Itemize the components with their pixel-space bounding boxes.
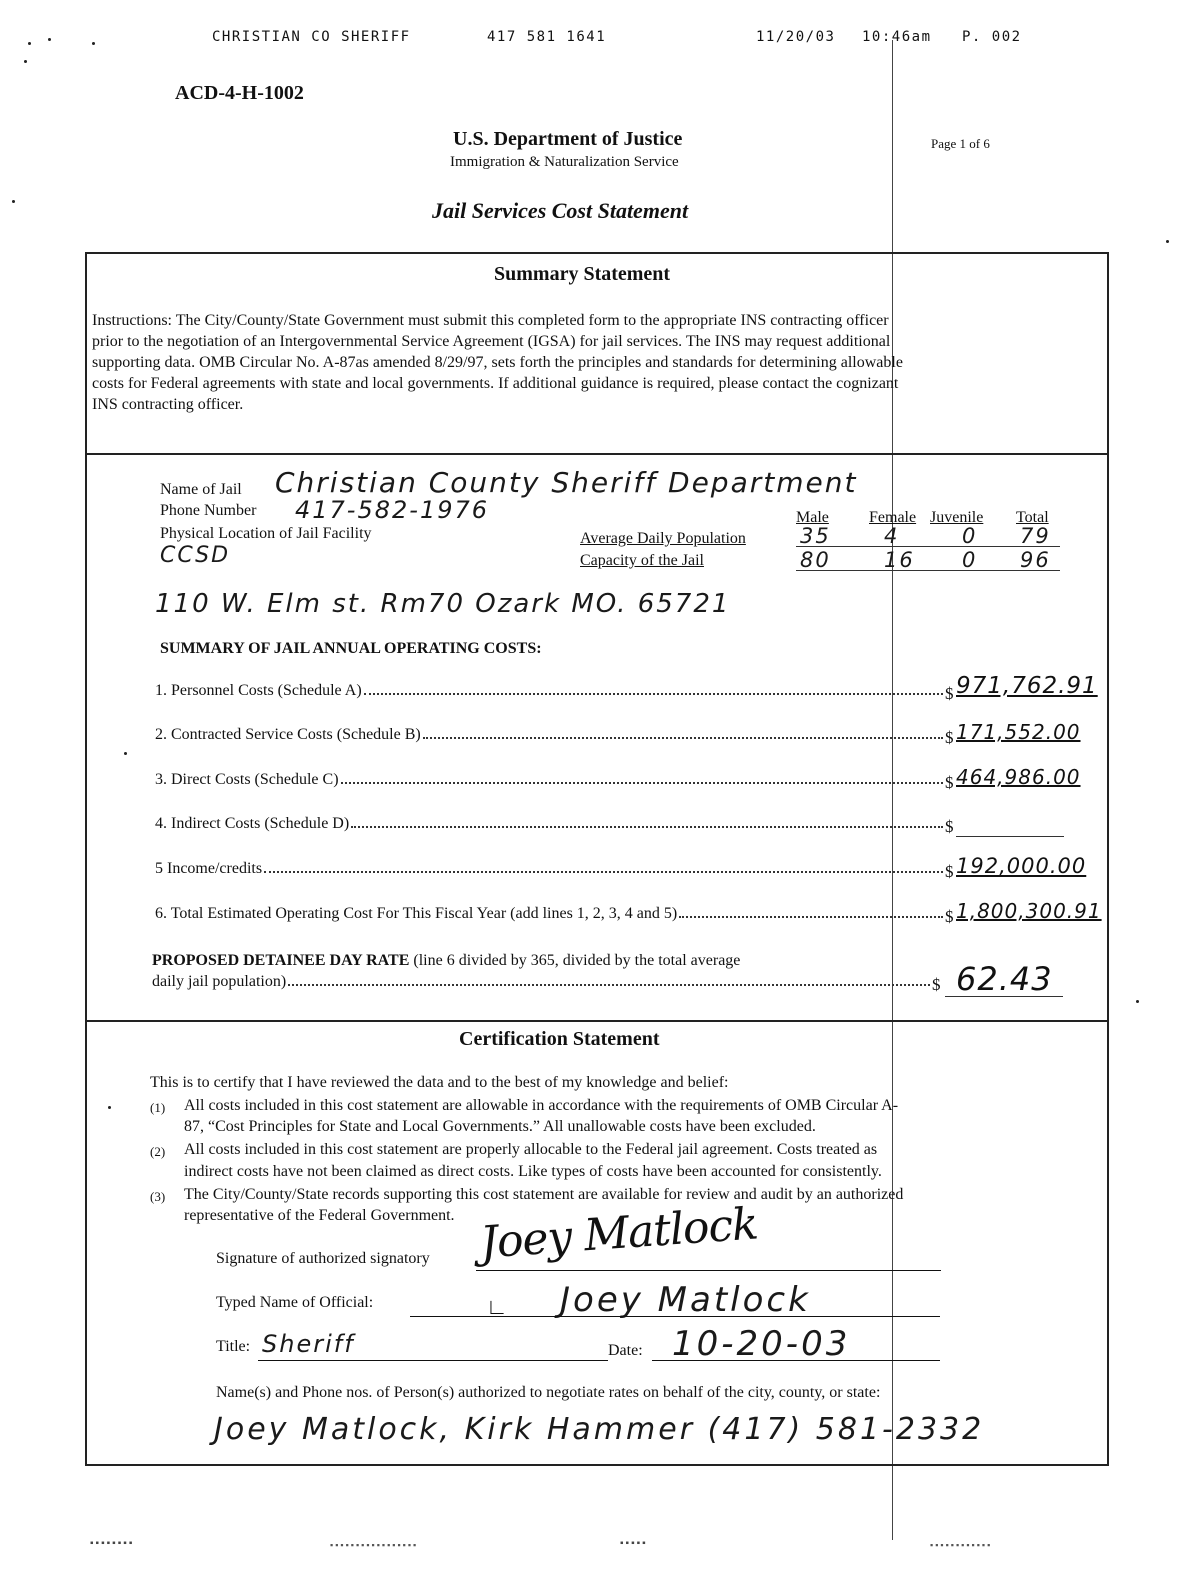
signature-line (476, 1270, 941, 1271)
scan-noise: ▪▪▪▪▪▪▪▪▪▪▪▪▪▪▪▪▪ (330, 1540, 419, 1550)
cost-line-indirect (155, 815, 945, 833)
instructions-line: supporting data. OMB Circular No. A-87as amended 8/29/97, sets forth the principles and standards for determining allowable (92, 354, 903, 371)
cost-line-income (155, 860, 945, 878)
jail-name-value: Christian County Sheriff Department (275, 466, 858, 499)
cost-label: 4. Indirect Costs (Schedule D) (155, 815, 350, 832)
section-divider (87, 1020, 1107, 1022)
scan-noise: ▪▪▪▪▪▪▪▪ (90, 1538, 135, 1549)
day-rate-label (152, 952, 740, 970)
certification-intro: This is to certify that I have reviewed the data and to the best of my knowledge and belief: (150, 1074, 729, 1091)
leader-dots (264, 871, 943, 873)
title-line (258, 1360, 608, 1361)
scan-speck (48, 38, 51, 41)
instructions-line: INS contracting officer. (92, 396, 244, 413)
signature-label: Signature of authorized signatory (216, 1250, 430, 1267)
section-divider (87, 453, 1107, 455)
day-rate-label-bold: PROPOSED DETAINEE DAY RATE (152, 952, 410, 969)
cost-line-personnel (155, 682, 945, 700)
cost-value: 171,552.00 (956, 720, 1081, 744)
pop-row-label: Capacity of the Jail (580, 552, 704, 569)
cert-item-line: The City/County/State records supporting this cost statement are available for review and audit by an authorized (184, 1186, 904, 1203)
signature-image: Joey Matlock (478, 1198, 760, 1269)
day-rate-label-line2: daily jail population) (152, 973, 287, 990)
cert-item-line: All costs included in this cost statement are allowable in accordance with the requirements of OMB Circular A- (184, 1097, 899, 1114)
cost-line-contracted (155, 726, 945, 744)
scan-speck (1136, 1000, 1139, 1003)
pop-value: 35 (800, 524, 831, 548)
negotiators-label: Name(s) and Phone nos. of Person(s) authorized to negotiate rates on behalf of the city, county, or state: (216, 1384, 881, 1401)
cert-item-number: (2) (150, 1144, 166, 1159)
scan-speck (92, 42, 95, 45)
day-rate-line (152, 973, 932, 991)
cost-label: 1. Personnel Costs (Schedule A) (155, 682, 362, 699)
blank-underline (956, 836, 1064, 837)
title-value: Sheriff (262, 1330, 355, 1358)
summary-heading: Summary Statement (494, 263, 671, 285)
document-id: ACD-4-H-1002 (175, 82, 304, 104)
jail-name-label: Name of Jail (160, 481, 242, 498)
pop-header-juvenile: Juvenile (930, 509, 984, 526)
pop-underline (796, 546, 1060, 547)
pop-header-female: Female (869, 509, 917, 526)
pop-header-total: Total (1016, 509, 1049, 526)
pop-value: 96 (1020, 548, 1051, 572)
currency-symbol: $ (945, 684, 954, 703)
day-rate-label-rest: (line 6 divided by 365, divided by the total average (409, 952, 741, 969)
agency-department: U.S. Department of Justice (453, 128, 683, 150)
instructions-line: prior to the negotiation of an Intergovernmental Service Agreement (IGSA) for jail services. The INS may request additional (92, 333, 891, 350)
leader-dots (351, 826, 943, 828)
day-rate-value: 62.43 (956, 960, 1053, 998)
leader-dots (288, 984, 930, 986)
pop-header-male: Male (796, 509, 829, 526)
date-value: 10-20-03 (672, 1324, 851, 1364)
pop-value: 0 (962, 524, 978, 548)
agency-service: Immigration & Naturalization Service (450, 154, 679, 170)
title-label: Title: (216, 1338, 251, 1355)
costs-heading: SUMMARY OF JAIL ANNUAL OPERATING COSTS: (160, 640, 542, 657)
currency-symbol: $ (945, 728, 954, 747)
fax-phone: 417 581 1641 (487, 29, 607, 45)
day-rate-underline (945, 996, 1063, 997)
scan-speck (1166, 240, 1169, 243)
phone-value: 417-582-1976 (295, 496, 490, 524)
cost-value: 971,762.91 (956, 673, 1098, 699)
cost-label: 3. Direct Costs (Schedule C) (155, 771, 339, 788)
instructions-line: Instructions: The City/County/State Government must submit this completed form to the appropriate INS contracting officer (92, 312, 889, 329)
date-label: Date: (608, 1342, 643, 1359)
typed-name-mark: ∟ (486, 1294, 508, 1319)
leader-dots (679, 916, 943, 918)
location-short: CCSD (160, 543, 231, 568)
scan-speck (24, 60, 27, 63)
pop-value: 4 (884, 524, 900, 548)
cert-item-line: indirect costs have not been claimed as direct costs. Like types of costs have been accounted for consistently. (184, 1163, 882, 1180)
date-line (652, 1360, 940, 1361)
cost-line-total (155, 905, 945, 923)
cost-label: 2. Contracted Service Costs (Schedule B) (155, 726, 421, 743)
pop-row-label: Average Daily Population (580, 530, 746, 547)
negotiators-value: Joey Matlock, Kirk Hammer (417) 581-2332 (214, 1412, 985, 1447)
cost-label: 5 Income/credits (155, 860, 263, 877)
typed-name-value: Joey Matlock (560, 1280, 811, 1320)
currency-symbol: $ (945, 907, 954, 926)
pop-value: 80 (800, 548, 831, 572)
pop-underline (796, 570, 1060, 571)
fax-date: 11/20/03 (756, 29, 836, 45)
leader-dots (341, 782, 943, 784)
pop-value: 0 (962, 548, 978, 572)
currency-symbol: $ (932, 975, 941, 994)
cost-line-direct (155, 771, 945, 789)
pop-value: 79 (1020, 524, 1051, 548)
scan-noise: ▪▪▪▪▪▪▪▪▪▪▪▪ (930, 1540, 993, 1550)
scan-speck (12, 200, 15, 203)
currency-symbol: $ (945, 862, 954, 881)
cert-item-number: (3) (150, 1189, 166, 1204)
typed-name-line (410, 1316, 940, 1317)
fax-page: P. 002 (962, 29, 1022, 45)
cert-item-line: 87, “Cost Principles for State and Local Governments.” All unallowable costs have been excluded. (184, 1118, 816, 1135)
cost-value: 464,986.00 (956, 765, 1081, 789)
cert-item-number: (1) (150, 1100, 166, 1115)
cert-item-line: All costs included in this cost statement are properly allocable to the Federal jail agreement. Costs treated as (184, 1141, 878, 1158)
currency-symbol: $ (945, 773, 954, 792)
fax-time: 10:46am (862, 29, 932, 45)
fax-sender: CHRISTIAN CO SHERIFF (212, 29, 411, 45)
cost-value: 1,800,300.91 (956, 899, 1102, 923)
scan-speck (28, 42, 31, 45)
cost-value: 192,000.00 (956, 854, 1087, 878)
phone-label: Phone Number (160, 502, 257, 519)
cost-label: 6. Total Estimated Operating Cost For This Fiscal Year (add lines 1, 2, 3, 4 and 5) (155, 905, 678, 922)
form-title: Jail Services Cost Statement (432, 198, 689, 223)
jail-address: 110 W. Elm st. Rm70 Ozark MO. 65721 (155, 589, 731, 619)
leader-dots (423, 737, 943, 739)
leader-dots (364, 693, 943, 695)
typed-name-label: Typed Name of Official: (216, 1294, 374, 1311)
instructions-line: costs for Federal agreements with state and local governments. If additional guidance is required, please contact the cognizant (92, 375, 899, 392)
scan-noise: ▪▪▪▪▪ (620, 1538, 648, 1549)
cert-item-line: representative of the Federal Government. (184, 1207, 455, 1224)
currency-symbol: $ (945, 817, 954, 836)
page-label: Page 1 of 6 (931, 136, 990, 151)
pop-value: 16 (884, 548, 915, 572)
certification-heading: Certification Statement (459, 1028, 660, 1050)
location-label: Physical Location of Jail Facility (160, 525, 372, 542)
